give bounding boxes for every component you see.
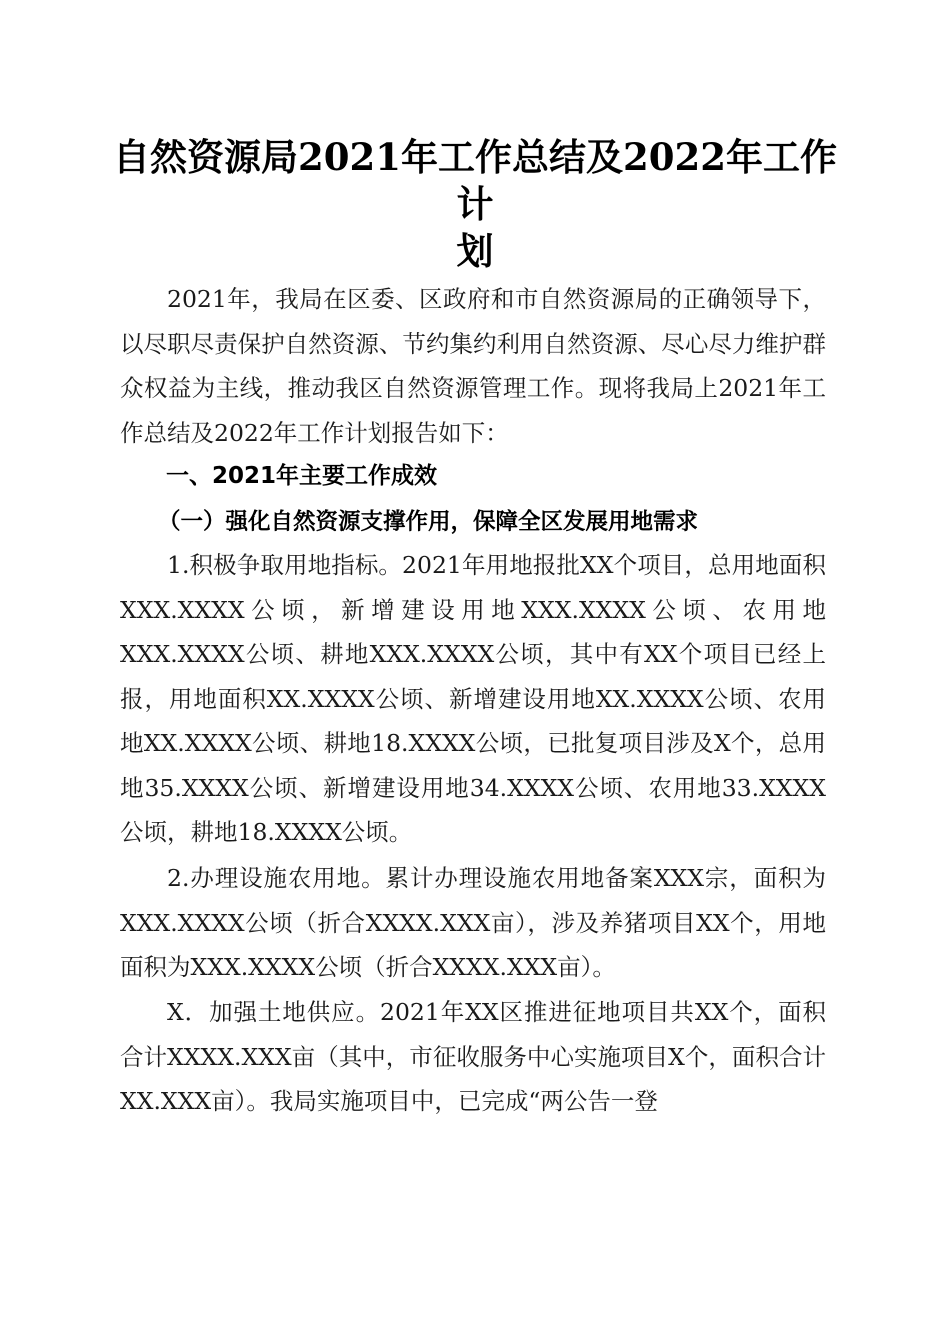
title-line-2: 划: [456, 229, 494, 273]
document-title: [110, 134, 840, 275]
subsection-heading: （一）强化自然资源支撑作用，保障全区发展用地需求: [158, 509, 699, 535]
intro-paragraph: 2021年，我局在区委、区政府和市自然资源局的正确领导下，以尽职尽责保护自然资源、节约集约利用自然资源、尽心尽力维护群众权益为主线，推动我区自然资源管理工作。现将我局上2021年工作总结及2022年工作计划报告如下：: [120, 285, 826, 447]
paragraph-land-supply: X．加强土地供应。2021年XX区推进征地项目共XX个，面积合计XXXX.XXX亩（其中，市征收服务中心实施项目X个，面积合计XX.XXX亩）。我局实施项目中，已完成“两公告一登: [120, 998, 826, 1115]
title-line-1: 自然资源局2021年工作总结及2022年工作计: [113, 135, 837, 226]
paragraph-facility-agri-land: 2.办理设施农用地。累计办理设施农用地备案XXX宗，面积为XXX.XXXX公顷（折合XXXX.XXX亩），涉及养猪项目XX个，用地面积为XXX.XXXX公顷（折合XXXX.XXX亩）。: [120, 864, 826, 981]
section-heading: 一、2021年主要工作成效: [166, 463, 438, 489]
paragraph-land-quota: 1.积极争取用地指标。2021年用地报批XX个项目，总用地面积XXX.XXXX公顷，新增建设用地XXX.XXXX公顷、农用地XXX.XXXX公顷、耕地XXX.XXXX公顷，其中有XX个项目已经上报，用地面积XX.XXXX公顷、新增建设用地XX.XXXX公顷、农用地XX.XXXX公顷、耕地18.XXXX公顷，已批复项目涉及X个，总用地35.XXXX公顷、新增建设用地34.XXXX公顷、农用地33.XXXX公顷，耕地18.XXXX公顷。: [120, 551, 826, 846]
